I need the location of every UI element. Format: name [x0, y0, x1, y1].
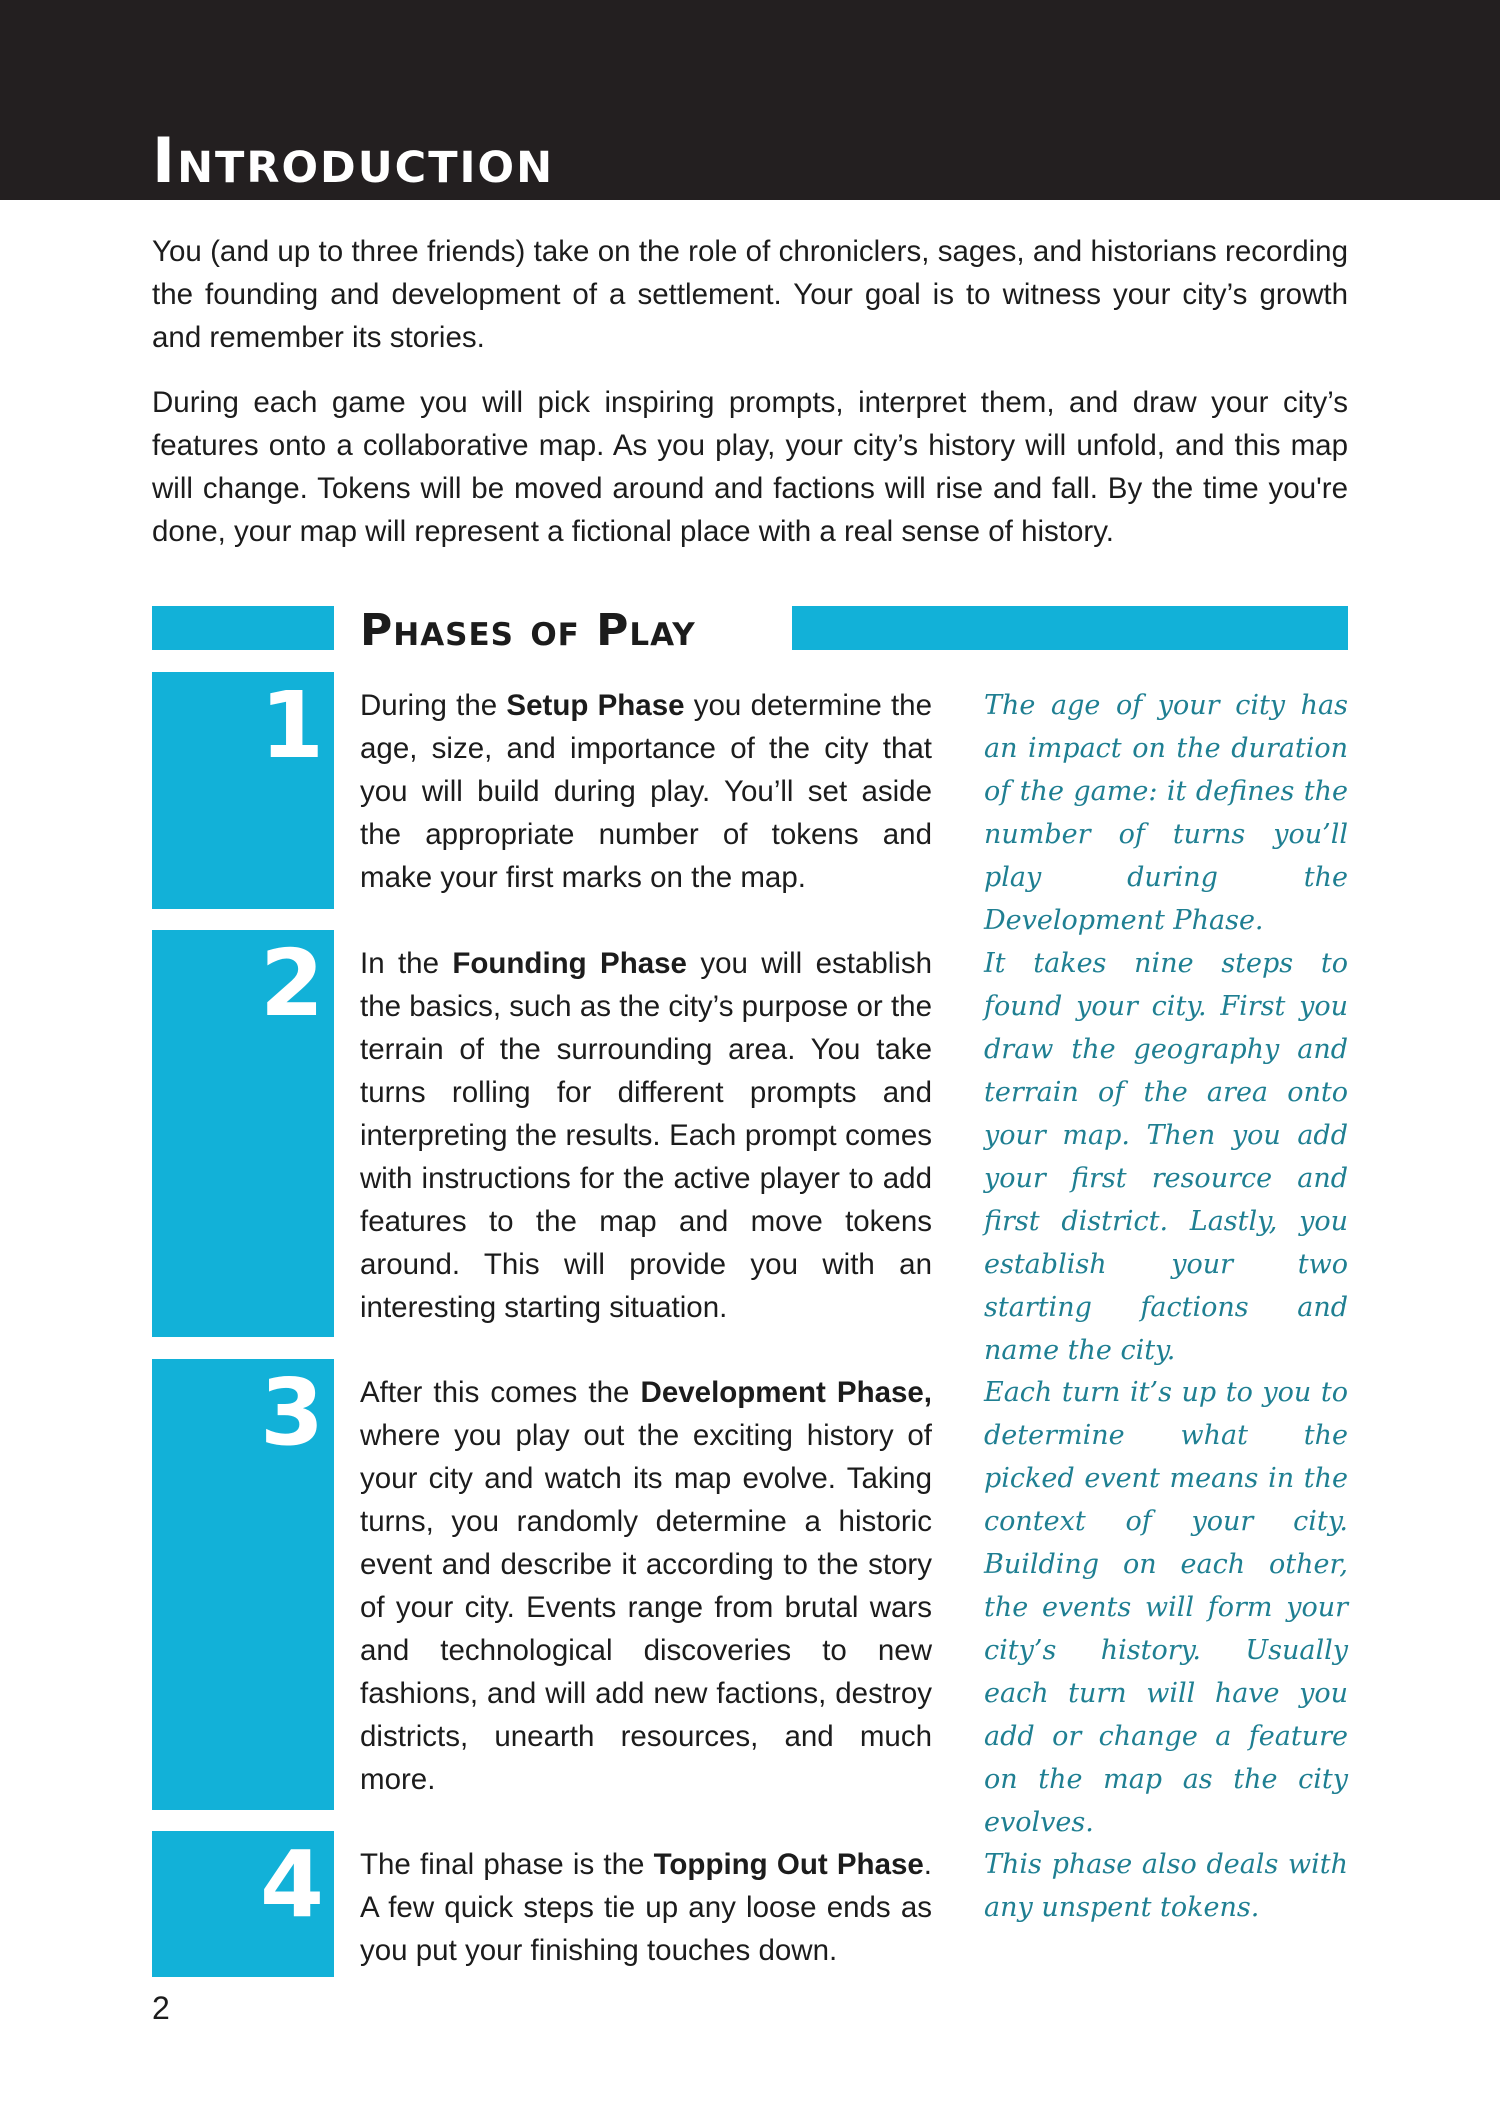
phase-description-pre: The final phase is the	[360, 1848, 654, 1881]
page-title: Introduction	[152, 124, 555, 197]
phase-number: 3	[259, 1359, 324, 1466]
phase-description-post: you determine the age, size, and importance of the city that you will build during play. You’ll set aside the appropriate number of tokens and make your first marks on the map.	[360, 689, 932, 894]
page-number: 2	[152, 1990, 170, 2026]
phase-description	[360, 684, 932, 899]
phase-description-post: where you play out the exciting history of your city and watch its map evolve. Taking turns, you randomly determine a historic event and describe it according to the story of your city. Events range from brutal wars and technological discoveries to new fashions, and will add new factions, destroy districts, unearth resources, and much more.	[360, 1419, 932, 1796]
phase-name: Founding Phase	[452, 947, 687, 980]
phase-number: 4	[259, 1831, 324, 1938]
phase-number: 1	[259, 672, 324, 779]
phase-name: Topping Out Phase	[653, 1848, 924, 1881]
intro-paragraph-1: You (and up to three friends) take on the role of chroniclers, sages, and historians recording the founding and development of a settlement. Your goal is to witness your city’s growth and remember its stories.	[152, 235, 1348, 354]
phase-note: It takes nine steps to found your city. First you draw the geography and terrain of the area onto your map. Then you add your first resource and first district. Lastly, you establish your two starting factions and name the city.	[984, 948, 1348, 1366]
phase-3	[152, 1359, 1348, 1838]
phase-note: Each turn it’s up to you to determine what the picked event means in the context of your city. Building on each other, the events will form your city’s history. Usually each turn will have you add or change a feature on the map as the city evolves.	[984, 1377, 1348, 1838]
intro-section	[152, 230, 1348, 575]
phase-description-pre: In the	[360, 947, 453, 980]
phase-note: The age of your city has an impact on the duration of the game: it defines the number of turns you’ll play during the Development Phase.	[984, 690, 1348, 936]
phase-description-pre: After this comes the	[360, 1376, 641, 1409]
phase-4	[152, 1831, 1348, 1977]
phase-description-post: you will establish the basics, such as the city’s purpose or the terrain of the surrounding area. You take turns rolling for different prompts and interpreting the results. Each prompt comes with instructions for the active player to add features to the map and move tokens around. This will provide you with an interesting starting situation.	[360, 947, 933, 1324]
phase-description	[360, 1371, 932, 1801]
phase-number-box	[152, 1831, 334, 1977]
phase-note: This phase also deals with any unspent tokens.	[984, 1849, 1348, 1923]
phase-number-box	[152, 672, 334, 909]
intro-paragraph-2: During each game you will pick inspiring prompts, interpret them, and draw your city’s features onto a collaborative map. As you play, your city’s history will unfold, and this map will change. Tokens will be moved around and factions will rise and fall. By the time you're done, your map will represent a fictional place with a real sense of history.	[152, 386, 1348, 548]
heading-bar-right	[792, 606, 1348, 650]
phase-description	[360, 942, 932, 1329]
phase-name: Development Phase,	[640, 1376, 933, 1409]
phase-description-post: . A few quick steps tie up any loose ends as you put your finishing touches down.	[360, 1848, 932, 1967]
phase-2	[152, 930, 1348, 1366]
heading-bar-left	[152, 606, 334, 650]
phase-description	[360, 1843, 932, 1972]
phase-number-box	[152, 930, 334, 1337]
phase-description-pre: During the	[360, 689, 507, 722]
phase-number: 2	[259, 930, 324, 1037]
phase-1	[152, 672, 1348, 936]
phases-title: Phases of Play	[360, 605, 696, 656]
phase-number-box	[152, 1359, 334, 1810]
phases-heading	[152, 603, 1348, 663]
phase-name: Setup Phase	[506, 689, 685, 722]
